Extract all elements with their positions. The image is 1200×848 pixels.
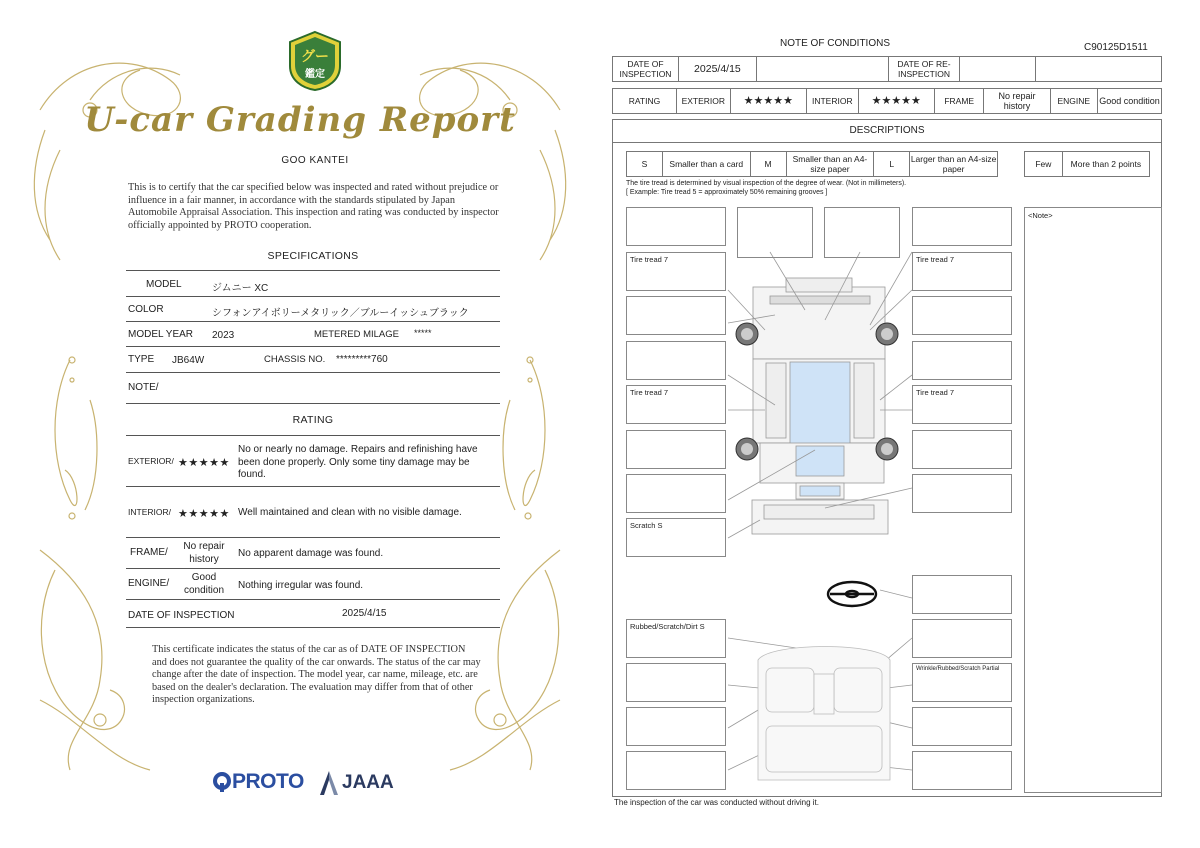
certificate-subtitle: GOO KANTEI <box>281 155 349 166</box>
color-row <box>126 297 500 322</box>
damage-box <box>912 619 1012 658</box>
certificate-title: U-car Grading Report <box>84 100 516 140</box>
legend-few-desc: More than 2 points <box>1062 152 1149 177</box>
damage-box <box>912 341 1012 380</box>
damage-box <box>912 707 1012 746</box>
damage-box <box>912 474 1012 513</box>
engine-value: Good condition <box>183 572 225 596</box>
frame-value: No repair history <box>183 541 225 565</box>
conditions-code: C90125D1511 <box>1084 42 1148 53</box>
date-reinspection-label: DATE OF RE-INSPECTION <box>888 57 960 82</box>
jaaa-logo-icon <box>318 770 340 796</box>
damage-box <box>626 474 726 513</box>
scratch-box: Scratch S <box>626 518 726 557</box>
interior-label: INTERIOR/ <box>128 507 171 517</box>
legend-s: S <box>627 152 663 177</box>
exterior-label: EXTERIOR <box>676 89 730 114</box>
damage-box <box>824 207 900 258</box>
frame-label: FRAME <box>934 89 984 114</box>
color-label: COLOR <box>128 304 164 315</box>
interior-desc: Well maintained and clean with no visible damage. <box>238 507 462 518</box>
type-label: TYPE <box>128 354 155 365</box>
tire-box-rr: Tire tread 7 <box>912 385 1012 424</box>
frame-row <box>126 538 500 569</box>
exterior-desc: No or nearly no damage. Repairs and refinishing have been done properly. Only some tiny damage may be found. <box>238 444 478 480</box>
frame-value: No repair history <box>984 89 1050 114</box>
legend-m: M <box>750 152 786 177</box>
damage-box <box>626 707 726 746</box>
type-value: JB64W <box>172 355 205 366</box>
engine-desc: Nothing irregular was found. <box>238 580 364 591</box>
exterior-stars: ★★★★★ <box>178 457 230 469</box>
exterior-row <box>126 436 500 487</box>
engine-label: ENGINE/ <box>128 578 170 589</box>
rating-label: RATING <box>613 89 677 114</box>
damage-box <box>912 575 1012 614</box>
engine-row <box>126 569 500 600</box>
goo-kantei-badge-icon <box>286 30 344 92</box>
tire-note-line-1: The tire tread is determined by visual inspection of the degree of wear. (Not in millimeters). <box>626 180 907 187</box>
chassis-label: CHASSIS NO. <box>264 354 326 365</box>
conditions-title: NOTE OF CONDITIONS <box>780 38 890 49</box>
legend-m-desc: Smaller than an A4-size paper <box>786 152 874 177</box>
model-year-label: MODEL YEAR <box>128 329 194 340</box>
exterior-stars: ★★★★★ <box>730 89 806 114</box>
tire-note-line-2: [ Example: Tire tread 5 = approximately 50% remaining grooves ] <box>626 188 828 196</box>
certificate-intro: This is to certify that the car specified below was inspected and rated without prejudice or influence in a fair manner, in accordance with the standards stipulated by Japan Automobile Appraisal Association. This inspection and rating was conducted by inspector officially appointed by PROTO cooperation. <box>128 182 499 231</box>
damage-box <box>912 751 1012 790</box>
frame-desc: No apparent damage was found. <box>238 548 384 559</box>
mileage-label: METERED MILAGE <box>314 329 399 340</box>
note-of-conditions <box>600 0 1200 848</box>
frame-label: FRAME/ <box>130 547 168 558</box>
specifications-title: SPECIFICATIONS <box>267 250 359 262</box>
date-label: DATE OF INSPECTION <box>128 610 235 621</box>
note-label: NOTE/ <box>128 382 159 393</box>
interior-row <box>126 487 500 538</box>
rubbed-box: Rubbed/Scratch/Dirt S <box>626 619 726 658</box>
date-row <box>126 600 500 628</box>
svg-text:鑑定: 鑑定 <box>305 69 325 80</box>
proto-logo: PROTO <box>232 770 304 793</box>
mileage-value: ***** <box>414 328 432 338</box>
model-year-value: 2023 <box>212 330 235 341</box>
jaaa-logo: JAAA <box>342 772 394 793</box>
rating-title: RATING <box>292 414 334 426</box>
legend-s-desc: Smaller than a card <box>662 152 750 177</box>
model-label: MODEL <box>146 279 182 290</box>
damage-box <box>626 663 726 702</box>
date-inspection-value: 2025/4/15 <box>678 57 756 82</box>
note-box: <Note> <box>1024 207 1162 793</box>
legend-few: Few <box>1025 152 1063 177</box>
model-value: ジムニー XC <box>212 283 269 294</box>
tire-box-rl: Tire tread 7 <box>626 385 726 424</box>
certificate-footer: This certificate indicates the status of the car as of DATE OF INSPECTION and does not guarantee the quality of the car onwards. The status of the car may change after the date of inspection. The model year, car name, mileage, etc. are based on the dealer's declaration. The evaluation may differ from that of other inspection organizations. <box>152 644 481 705</box>
date-value: 2025/4/15 <box>342 608 387 619</box>
model-year-row <box>126 322 500 347</box>
engine-value: Good condition <box>1097 89 1161 114</box>
damage-box <box>626 341 726 380</box>
damage-box <box>737 207 813 258</box>
tire-box-fl: Tire tread 7 <box>626 252 726 291</box>
type-row <box>126 347 500 373</box>
exterior-label: EXTERIOR/ <box>128 456 174 466</box>
proto-logo-icon <box>212 771 232 793</box>
damage-box <box>626 207 726 246</box>
damage-box <box>912 207 1012 246</box>
damage-box <box>912 430 1012 469</box>
interior-stars: ★★★★★ <box>858 89 934 114</box>
model-row <box>126 271 500 297</box>
damage-box <box>626 751 726 790</box>
damage-box <box>626 430 726 469</box>
interior-label: INTERIOR <box>806 89 858 114</box>
descriptions-title: DESCRIPTIONS <box>612 119 1162 143</box>
note-row <box>126 373 500 404</box>
date-inspection-label: DATE OF INSPECTION <box>613 57 679 82</box>
legend-l-desc: Larger than an A4-size paper <box>910 152 998 177</box>
damage-box <box>912 296 1012 335</box>
wrinkle-box: Wrinkle/Rubbed/Scratch Partial <box>912 663 1012 702</box>
interior-stars: ★★★★★ <box>178 508 230 520</box>
bottom-note: The inspection of the car was conducted without driving it. <box>614 798 819 807</box>
svg-text:グー: グー <box>301 49 329 65</box>
color-value: シフォンアイボリーメタリック／ブルーイッシュブラック <box>212 308 469 319</box>
engine-label: ENGINE <box>1050 89 1097 114</box>
damage-box <box>626 296 726 335</box>
tire-box-fr: Tire tread 7 <box>912 252 1012 291</box>
legend-l: L <box>874 152 910 177</box>
steering-wheel-icon <box>828 582 876 606</box>
chassis-value: *********760 <box>336 354 388 365</box>
